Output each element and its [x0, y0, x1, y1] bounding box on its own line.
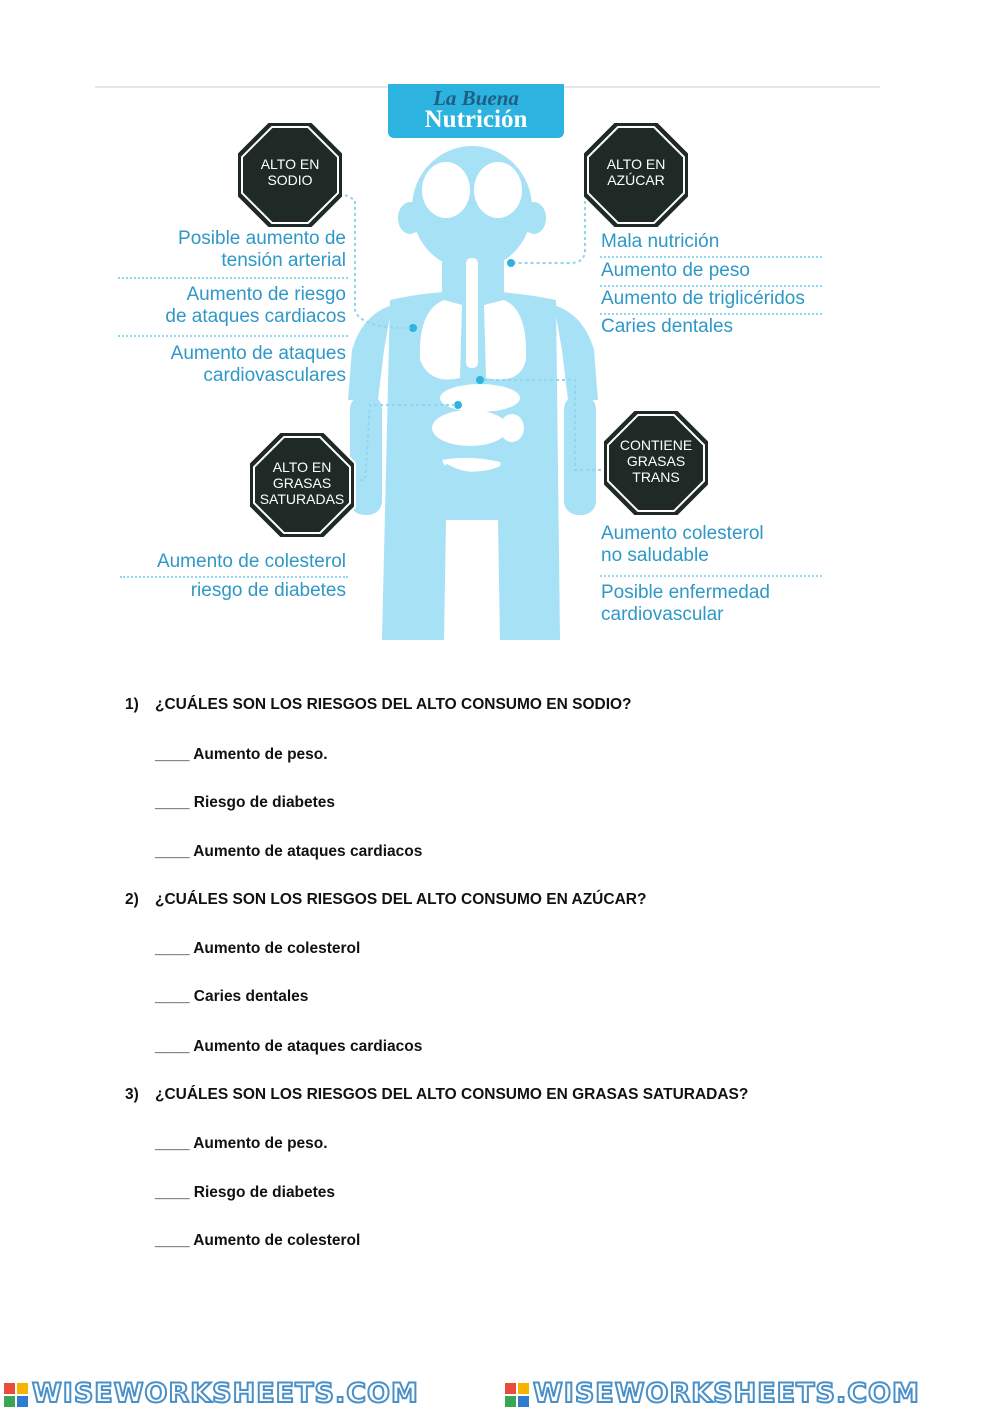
sodio-effect-3-line1: Aumento de ataques	[170, 343, 346, 364]
divider	[118, 277, 348, 279]
sodio-effect-2-line1: Aumento de riesgo	[186, 284, 346, 305]
badge-sodio-line2: SODIO	[267, 172, 313, 188]
grasas-trans-effect-1-line1: Aumento colesterol	[601, 523, 764, 544]
grasas-trans-effect-2-line1: Posible enfermedad	[601, 582, 770, 603]
divider	[600, 313, 822, 315]
question-1-option-3[interactable]: ____ Aumento de ataques cardiacos	[155, 843, 423, 860]
question-2	[125, 891, 646, 909]
question-2-option-3[interactable]: ____ Aumento de ataques cardiacos	[155, 1038, 423, 1055]
azucar-effect-3: Aumento de triglicéridos	[601, 288, 805, 309]
sodio-effect-3-line2: cardiovasculares	[203, 365, 346, 386]
badge-azucar-line2: AZÚCAR	[607, 172, 665, 188]
azucar-effect-4: Caries dentales	[601, 316, 734, 337]
question-3-option-1[interactable]: ____ Aumento de peso.	[155, 1135, 328, 1152]
wiseworksheets-logo-icon	[4, 1383, 28, 1407]
badge-grasas-saturadas-line2: GRASAS	[272, 475, 332, 491]
logo-line2: Nutrición	[424, 106, 528, 133]
watermark-text-2: WISEWORKSHEETS.COM	[533, 1378, 920, 1409]
sodio-effect-3	[100, 343, 346, 387]
question-1-text: ¿CUÁLES SON LOS RIESGOS DEL ALTO CONSUMO EN SODIO?	[155, 696, 632, 713]
sodio-effect-1-line2: tensión arterial	[221, 250, 346, 271]
divider	[600, 256, 822, 258]
badge-grasas-trans-line1: CONTIENE	[619, 437, 693, 453]
question-3	[125, 1086, 748, 1104]
badge-azucar	[581, 120, 691, 230]
sodio-effect-2-line2: de ataques cardiacos	[165, 306, 346, 327]
question-2-number: 2)	[125, 891, 139, 908]
logo	[388, 84, 564, 138]
sodio-effect-1-line1: Posible aumento de	[178, 228, 346, 249]
grasas-saturadas-effect-2: riesgo de diabetes	[190, 580, 346, 601]
badge-grasas-trans-line3: TRANS	[632, 469, 680, 485]
question-2-text: ¿CUÁLES SON LOS RIESGOS DEL ALTO CONSUMO EN AZÚCAR?	[155, 891, 647, 908]
question-2-option-1[interactable]: ____ Aumento de colesterol	[155, 940, 361, 957]
divider	[120, 576, 348, 578]
sodio-effect-2	[100, 284, 346, 328]
question-3-text: ¿CUÁLES SON LOS RIESGOS DEL ALTO CONSUMO EN GRASAS SATURADAS?	[155, 1086, 749, 1103]
badge-grasas-saturadas	[247, 430, 357, 540]
question-2-option-2[interactable]: ____ Caries dentales	[155, 988, 309, 1005]
badge-grasas-saturadas-line1: ALTO EN	[272, 459, 332, 475]
logo-line1: La Buena	[433, 86, 519, 110]
question-1-option-1[interactable]: ____ Aumento de peso.	[155, 746, 328, 763]
badge-grasas-saturadas-line3: SATURADAS	[259, 491, 345, 507]
azucar-effect-2: Aumento de peso	[601, 260, 750, 281]
azucar-effect-1: Mala nutrición	[601, 231, 720, 252]
question-3-number: 3)	[125, 1086, 139, 1103]
grasas-saturadas-effect-1: Aumento de colesterol	[156, 551, 346, 572]
nutrition-infographic	[0, 0, 1000, 650]
badge-azucar-line1: ALTO EN	[606, 156, 666, 172]
question-1-number: 1)	[125, 696, 139, 713]
grasas-trans-effect-1	[601, 523, 861, 567]
badge-sodio-line1: ALTO EN	[260, 156, 320, 172]
watermark-text-1: WISEWORKSHEETS.COM	[32, 1378, 419, 1409]
sodio-effect-1	[100, 228, 346, 272]
divider	[118, 335, 348, 337]
badge-grasas-trans-line2: GRASAS	[626, 453, 686, 469]
badge-sodio	[235, 120, 345, 230]
question-1-option-2[interactable]: ____ Riesgo de diabetes	[155, 794, 336, 811]
footer-watermark	[0, 1378, 1000, 1413]
question-1	[125, 696, 632, 714]
badge-grasas-trans	[601, 408, 711, 518]
wiseworksheets-logo-icon	[505, 1383, 529, 1407]
divider	[600, 575, 822, 577]
divider	[600, 285, 822, 287]
grasas-trans-effect-2	[601, 582, 861, 626]
grasas-trans-effect-1-line2: no saludable	[601, 545, 709, 566]
question-3-option-2[interactable]: ____ Riesgo de diabetes	[155, 1184, 336, 1201]
question-3-option-3[interactable]: ____ Aumento de colesterol	[155, 1232, 361, 1249]
grasas-trans-effect-2-line2: cardiovascular	[601, 604, 724, 625]
